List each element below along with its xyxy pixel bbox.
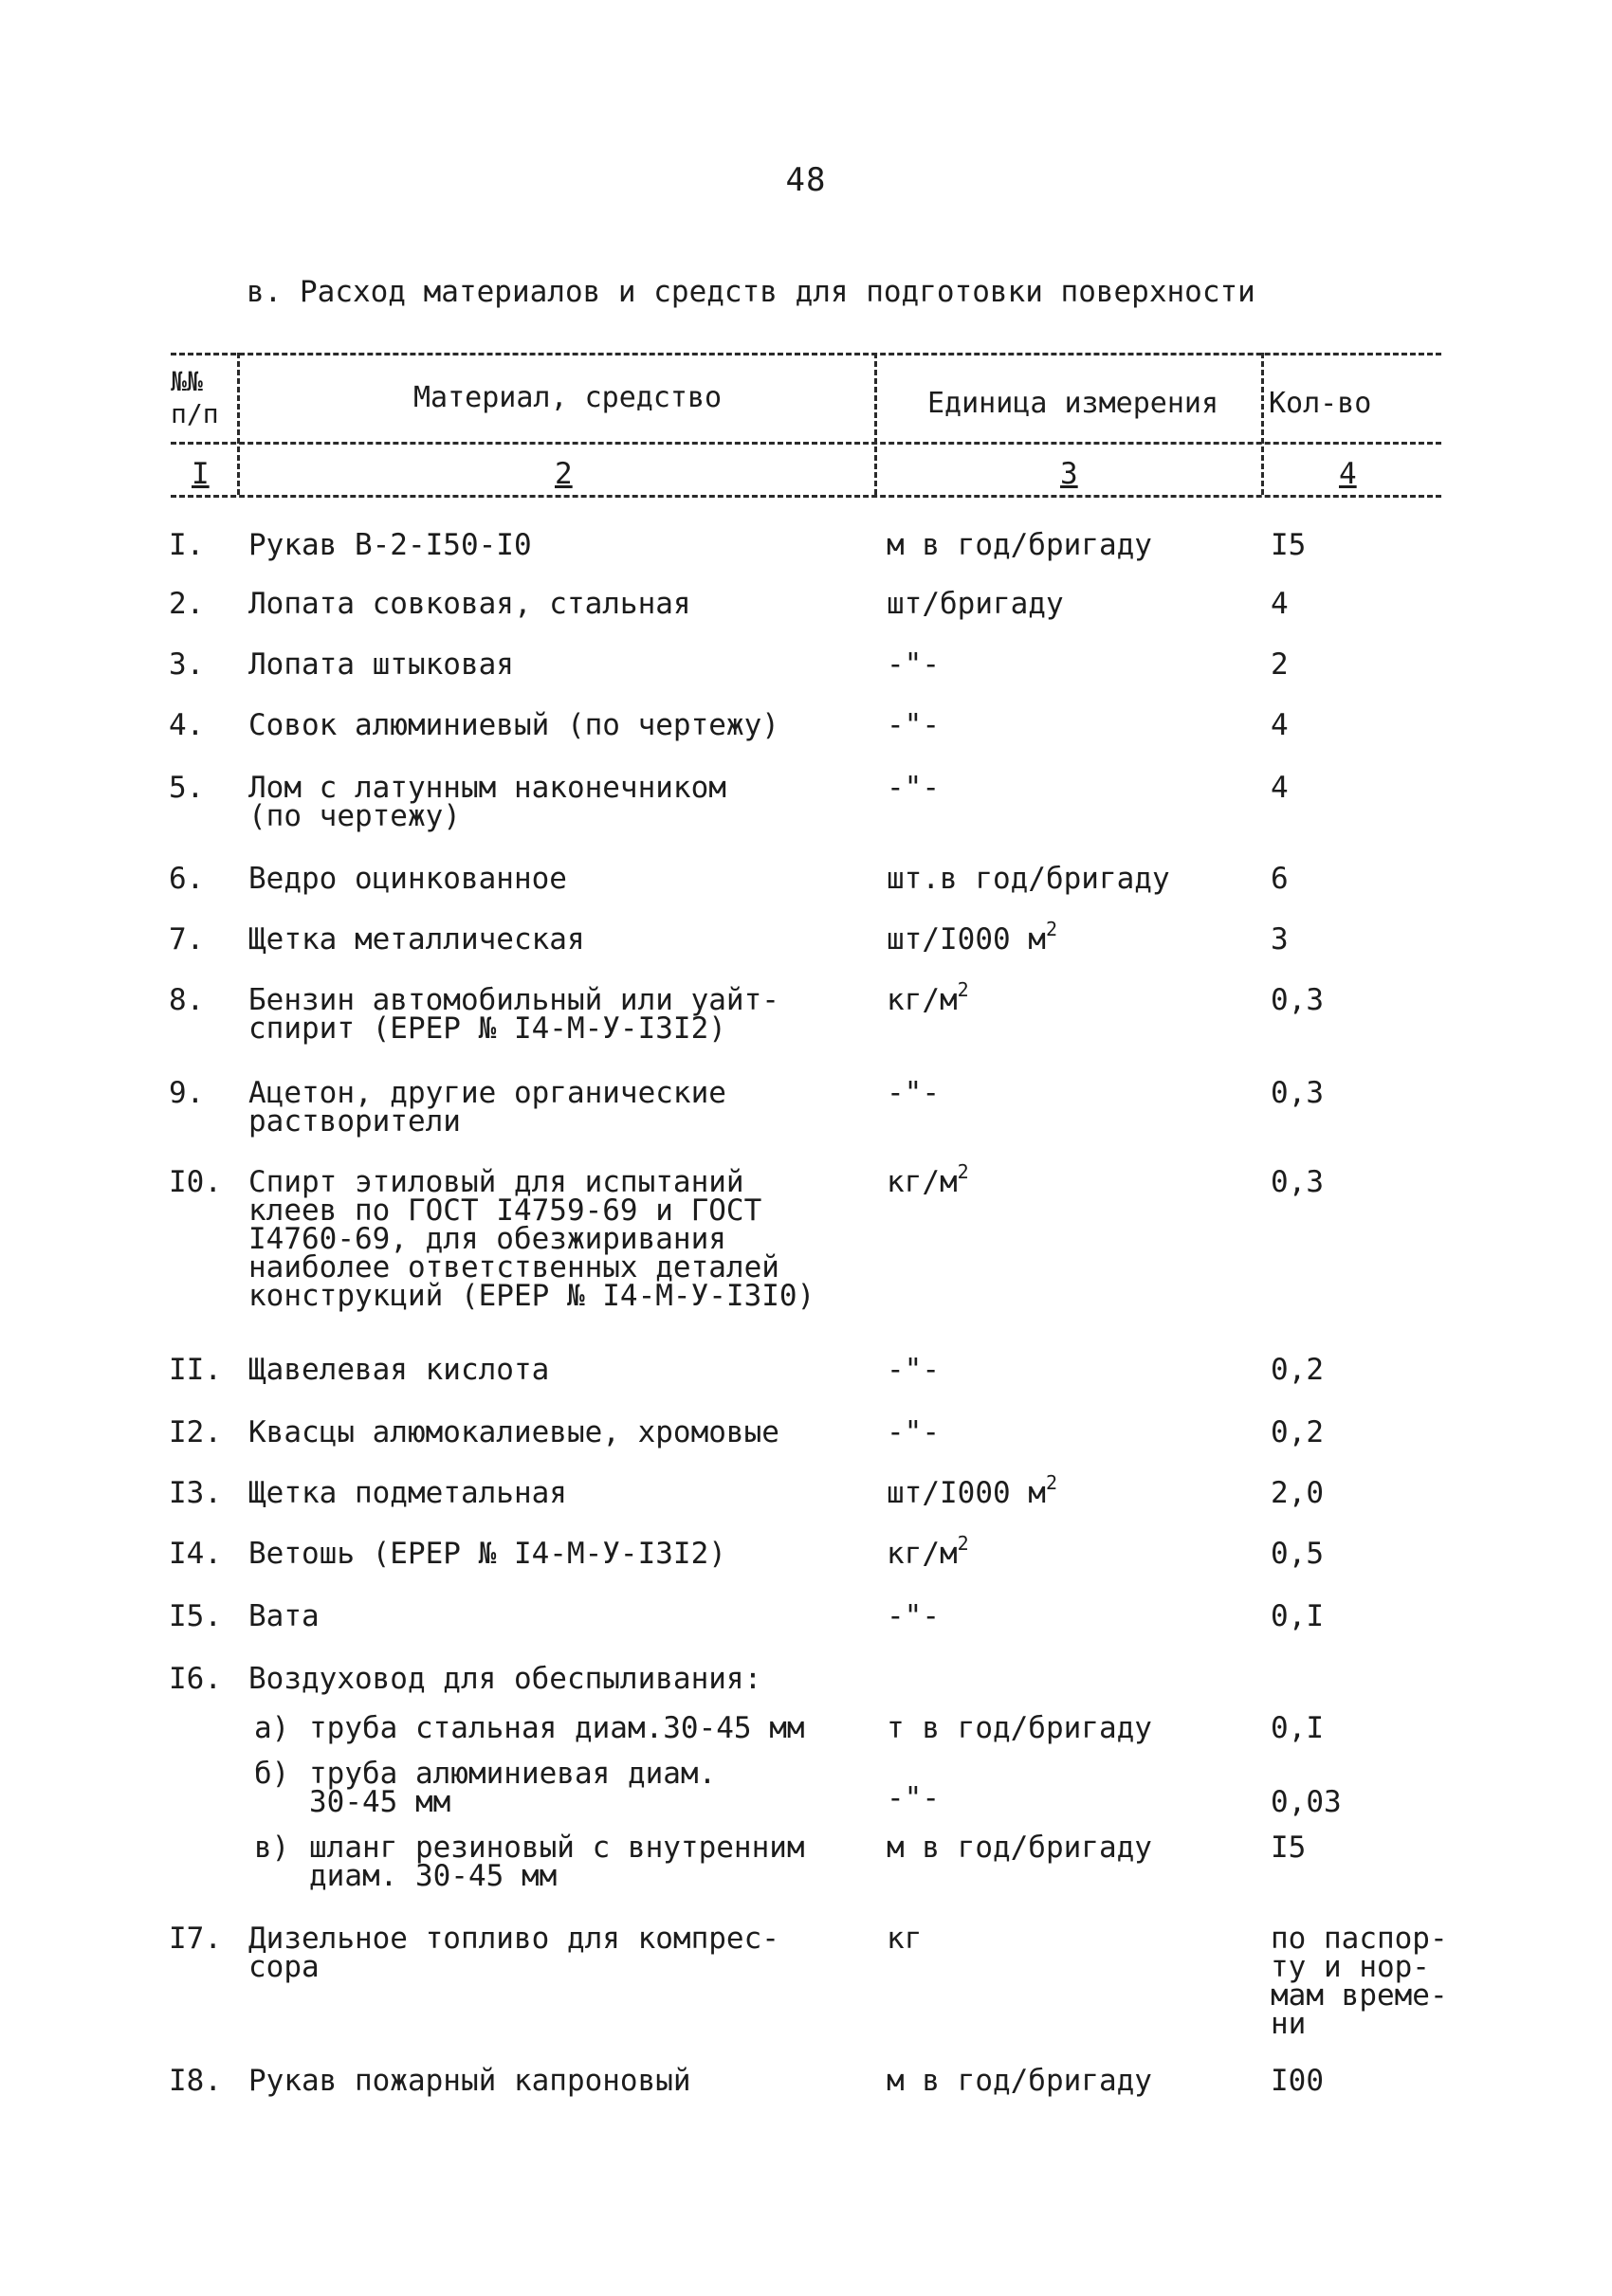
row-material bbox=[248, 862, 855, 896]
header-num: №№ п/п bbox=[171, 366, 219, 429]
quantity-line: 0,I bbox=[1271, 1599, 1324, 1633]
row-unit bbox=[887, 1415, 1237, 1449]
quantity-line: по паспор- bbox=[1271, 1922, 1448, 1956]
material-line: растворители bbox=[248, 1104, 461, 1139]
material-line: Щетка металлическая bbox=[248, 922, 585, 957]
row-number: 9. bbox=[169, 1076, 205, 1110]
material-line: Квасцы алюмокалиевые, хромовые bbox=[248, 1415, 779, 1449]
row-number: 3. bbox=[169, 647, 205, 682]
row-number: I. bbox=[169, 528, 205, 562]
quantity-line: 0,2 bbox=[1271, 1415, 1324, 1449]
material-line: шланг резиновый с внутренним bbox=[309, 1831, 805, 1865]
header-divider-3 bbox=[1261, 353, 1264, 495]
row-material bbox=[248, 983, 855, 1046]
header-top-rule bbox=[171, 353, 1441, 355]
header-divider-1 bbox=[237, 353, 240, 495]
quantity-line: мам време- bbox=[1271, 1978, 1448, 2013]
material-line: Щетка подметальная bbox=[248, 1476, 567, 1510]
row-material bbox=[248, 1599, 855, 1633]
material-line: Ведро оцинкованное bbox=[248, 862, 567, 896]
row-unit bbox=[887, 1160, 1237, 1199]
material-line: диам. 30-45 мм bbox=[309, 1859, 558, 1893]
row-unit bbox=[887, 2064, 1237, 2098]
row-material bbox=[248, 771, 855, 833]
row-quantity bbox=[1271, 1922, 1460, 2041]
unit-text: кг/м bbox=[887, 1165, 958, 1199]
unit-exponent: 2 bbox=[1045, 1471, 1058, 1494]
row-quantity bbox=[1271, 1415, 1460, 1449]
header-unit: Единица измерения bbox=[927, 387, 1219, 420]
unit-text: -"- bbox=[887, 1415, 940, 1449]
row-number: 8. bbox=[169, 983, 205, 1017]
row-quantity bbox=[1271, 1537, 1460, 1571]
row-number: I7. bbox=[169, 1922, 222, 1956]
material-line: Лопата совковая, стальная bbox=[248, 587, 691, 621]
quantity-line: 2 bbox=[1271, 647, 1289, 682]
row-quantity bbox=[1271, 1599, 1460, 1633]
row-unit bbox=[887, 528, 1237, 562]
row-unit bbox=[887, 1599, 1237, 1633]
row-material bbox=[248, 647, 855, 682]
row-material bbox=[248, 1076, 855, 1139]
row-quantity bbox=[1271, 1353, 1460, 1387]
material-line: труба алюминиевая диам. bbox=[309, 1757, 717, 1791]
row-material bbox=[248, 1165, 855, 1313]
quantity-line: 3 bbox=[1271, 922, 1289, 957]
subitem-unit: т в год/бригаду bbox=[887, 1711, 1152, 1745]
subitem-label: в) bbox=[254, 1831, 290, 1865]
material-line: конструкций (ЕРЕР № I4-М-У-I3I0) bbox=[248, 1279, 815, 1313]
material-line: (по чертежу) bbox=[248, 799, 461, 833]
row-material bbox=[248, 2064, 855, 2098]
unit-text: -"- bbox=[887, 647, 940, 682]
row-unit bbox=[887, 1471, 1237, 1510]
row-quantity bbox=[1271, 862, 1460, 896]
row-unit bbox=[887, 587, 1237, 621]
quantity-line: 0,3 bbox=[1271, 983, 1324, 1017]
row-unit bbox=[887, 708, 1237, 742]
row-unit bbox=[887, 1353, 1237, 1387]
row-quantity bbox=[1271, 1476, 1460, 1510]
row-quantity bbox=[1271, 528, 1460, 562]
row-number: 7. bbox=[169, 922, 205, 957]
subitem-material bbox=[309, 1757, 717, 1819]
quantity-line: 2,0 bbox=[1271, 1476, 1324, 1510]
header-middle-rule bbox=[171, 442, 1441, 445]
material-line: Лопата штыковая bbox=[248, 647, 514, 682]
unit-text: м в год/бригаду bbox=[887, 528, 1152, 562]
header-bottom-rule bbox=[171, 495, 1441, 498]
row-quantity bbox=[1271, 771, 1460, 805]
unit-text: кг bbox=[887, 1922, 923, 1956]
unit-text: шт/I000 м bbox=[887, 922, 1046, 957]
subitem-quantity: I5 bbox=[1271, 1831, 1307, 1865]
row-material bbox=[248, 1922, 855, 1984]
material-line: Лом с латунным наконечником bbox=[248, 771, 726, 805]
row-number: 2. bbox=[169, 587, 205, 621]
page-number: 48 bbox=[785, 161, 827, 199]
row-material bbox=[248, 1476, 855, 1510]
material-line: Рукав пожарный капроновый bbox=[248, 2064, 691, 2098]
unit-text: -"- bbox=[887, 1353, 940, 1387]
row-quantity bbox=[1271, 1165, 1460, 1199]
unit-text: шт.в год/бригаду bbox=[887, 862, 1170, 896]
material-line: труба стальная диам.30-45 мм bbox=[309, 1711, 805, 1745]
row-quantity bbox=[1271, 2064, 1460, 2098]
row-material bbox=[248, 1537, 855, 1571]
row-material bbox=[248, 1415, 855, 1449]
unit-text: -"- bbox=[887, 1599, 940, 1633]
material-line: Ветошь (ЕРЕР № I4-М-У-I3I2) bbox=[248, 1537, 726, 1571]
unit-text: кг/м bbox=[887, 1537, 958, 1571]
unit-exponent: 2 bbox=[957, 1532, 969, 1555]
quantity-line: ту и нор- bbox=[1271, 1950, 1430, 1984]
row-quantity bbox=[1271, 587, 1460, 621]
row-number: 4. bbox=[169, 708, 205, 742]
material-line: Ацетон, другие органические bbox=[248, 1076, 726, 1110]
material-line: Бензин автомобильный или уайт- bbox=[248, 983, 779, 1017]
material-line: Рукав В-2-I50-I0 bbox=[248, 528, 532, 562]
quantity-line: 6 bbox=[1271, 862, 1289, 896]
row-number: 6. bbox=[169, 862, 205, 896]
material-line: спирит (ЕРЕР № I4-М-У-I3I2) bbox=[248, 1011, 726, 1046]
column-number: I bbox=[192, 457, 210, 491]
subitem-label: б) bbox=[254, 1757, 290, 1791]
subitem-material bbox=[309, 1831, 805, 1893]
row-unit bbox=[887, 771, 1237, 805]
row-material bbox=[248, 1353, 855, 1387]
row-number: I6. bbox=[169, 1662, 222, 1696]
row-number: II. bbox=[169, 1353, 222, 1387]
subitem-material bbox=[309, 1711, 805, 1745]
material-line: I4760-69, для обезжиривания bbox=[248, 1222, 726, 1256]
unit-text: шт/бригаду bbox=[887, 587, 1064, 621]
unit-text: -"- bbox=[887, 708, 940, 742]
row-number: I5. bbox=[169, 1599, 222, 1633]
unit-exponent: 2 bbox=[1045, 918, 1058, 940]
column-number: 3 bbox=[1060, 457, 1078, 491]
row-material bbox=[248, 922, 855, 957]
header-qty: Кол-во bbox=[1269, 387, 1372, 420]
material-line: Дизельное топливо для компрес- bbox=[248, 1922, 779, 1956]
quantity-line: 0,3 bbox=[1271, 1076, 1324, 1110]
quantity-line: I00 bbox=[1271, 2064, 1324, 2098]
table-caption: в. Расход материалов и средств для подготовки поверхности bbox=[247, 275, 1255, 309]
row-quantity bbox=[1271, 708, 1460, 742]
material-line: Вата bbox=[248, 1599, 320, 1633]
row-quantity bbox=[1271, 647, 1460, 682]
row-unit bbox=[887, 647, 1237, 682]
material-line: сора bbox=[248, 1950, 320, 1984]
quantity-line: 0,3 bbox=[1271, 1165, 1324, 1199]
row-number: I0. bbox=[169, 1165, 222, 1199]
row-number: 5. bbox=[169, 771, 205, 805]
unit-text: -"- bbox=[887, 1076, 940, 1110]
subitem-label: а) bbox=[254, 1711, 290, 1745]
row-material bbox=[248, 708, 855, 742]
row-quantity bbox=[1271, 1076, 1460, 1110]
quantity-line: 4 bbox=[1271, 708, 1289, 742]
row-unit bbox=[887, 1922, 1237, 1956]
row-number: I2. bbox=[169, 1415, 222, 1449]
material-line: клеев по ГОСТ I4759-69 и ГОСТ bbox=[248, 1194, 762, 1228]
row-number: I4. bbox=[169, 1537, 222, 1571]
row-material bbox=[248, 587, 855, 621]
row-material bbox=[248, 528, 855, 562]
row-quantity bbox=[1271, 922, 1460, 957]
row-unit bbox=[887, 918, 1237, 957]
quantity-line: I5 bbox=[1271, 528, 1307, 562]
material-line: Спирт этиловый для испытаний bbox=[248, 1165, 744, 1199]
unit-exponent: 2 bbox=[957, 1160, 969, 1183]
header-material: Материал, средство bbox=[413, 381, 723, 414]
row-unit bbox=[887, 1076, 1237, 1110]
subitem-quantity: 0,03 bbox=[1271, 1785, 1342, 1819]
quantity-line: ни bbox=[1271, 2007, 1307, 2041]
material-line: Воздуховод для обеспыливания: bbox=[248, 1662, 762, 1696]
quantity-line: 4 bbox=[1271, 587, 1289, 621]
row-unit bbox=[887, 862, 1237, 896]
header-divider-2 bbox=[874, 353, 877, 495]
quantity-line: 0,2 bbox=[1271, 1353, 1324, 1387]
material-line: Совок алюминиевый (по чертежу) bbox=[248, 708, 779, 742]
subitem-unit: -"- bbox=[887, 1781, 940, 1815]
row-material bbox=[248, 1662, 855, 1696]
row-number: I3. bbox=[169, 1476, 222, 1510]
unit-exponent: 2 bbox=[957, 978, 969, 1001]
material-line: Щавелевая кислота bbox=[248, 1353, 550, 1387]
row-quantity bbox=[1271, 983, 1460, 1017]
unit-text: -"- bbox=[887, 771, 940, 805]
row-number: I8. bbox=[169, 2064, 222, 2098]
quantity-line: 0,5 bbox=[1271, 1537, 1324, 1571]
column-number: 2 bbox=[555, 457, 573, 491]
unit-text: м в год/бригаду bbox=[887, 2064, 1152, 2098]
column-number: 4 bbox=[1339, 457, 1357, 491]
material-line: наиболее ответственных деталей bbox=[248, 1250, 779, 1285]
row-unit bbox=[887, 978, 1237, 1017]
row-unit bbox=[887, 1532, 1237, 1571]
quantity-line: 4 bbox=[1271, 771, 1289, 805]
unit-text: кг/м bbox=[887, 983, 958, 1017]
subitem-unit: м в год/бригаду bbox=[887, 1831, 1152, 1865]
unit-text: шт/I000 м bbox=[887, 1476, 1046, 1510]
material-line: 30-45 мм bbox=[309, 1785, 451, 1819]
subitem-quantity: 0,I bbox=[1271, 1711, 1324, 1745]
